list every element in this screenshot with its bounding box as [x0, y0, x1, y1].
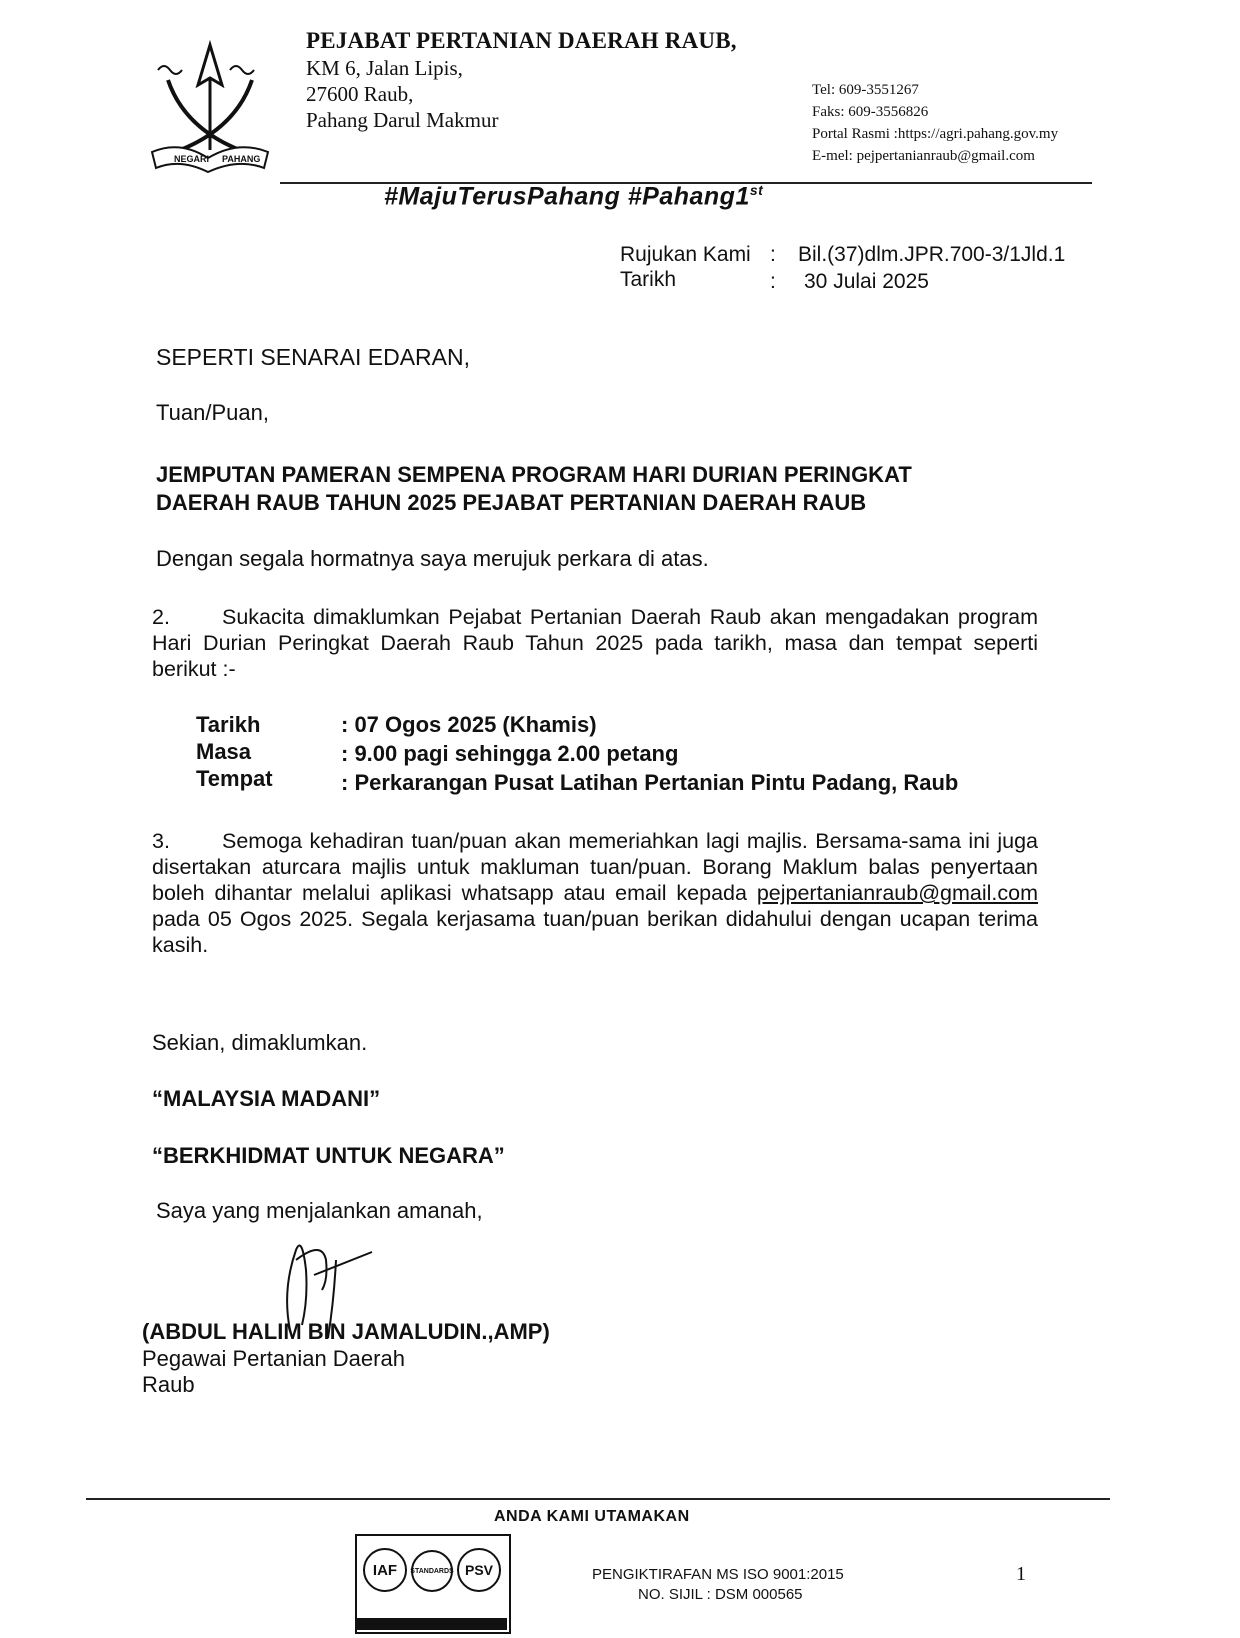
cert-line-1: PENGIKTIRAFAN MS ISO 9001:2015	[592, 1566, 844, 1583]
footer-motto: ANDA KAMI UTAMAKAN	[494, 1508, 690, 1525]
signatory-place: Raub	[142, 1372, 195, 1397]
pahang-crest-logo	[150, 40, 270, 175]
paragraph-3-text-a: Semoga kehadiran tuan/puan akan memeriahkan lagi majlis. Bersama-sama ini juga disertakan aturcara majlis untuk makluman tuan/puan. Borang Maklum balas penyertaan boleh dihantar melalui aplikasi whatsapp atau email kepada	[152, 829, 1038, 905]
detail-value-venue: : Perkarangan Pusat Latihan Pertanian Pintu Padang, Raub	[341, 770, 959, 795]
date-colon: :	[770, 270, 776, 293]
crest-banner-left: NEGARI	[174, 154, 210, 164]
date-label: Tarikh	[620, 268, 677, 291]
ref-colon: :	[770, 243, 776, 266]
contact-tel: Tel: 609-3551267	[812, 82, 919, 98]
subject-line-2: DAERAH RAUB TAHUN 2025 PEJABAT PERTANIAN DAERAH RAUB	[156, 490, 867, 515]
page-number: 1	[1016, 1563, 1026, 1585]
contact-email: E-mel: pejpertanianraub@gmail.com	[812, 148, 1035, 164]
iaf-logo: IAF	[363, 1548, 407, 1592]
address-line-3: Pahang Darul Makmur	[306, 108, 499, 132]
standards-malaysia-logo: STANDARDS	[411, 1550, 453, 1592]
cert-footer-strip	[357, 1618, 507, 1630]
slogan-malaysia-madani: “MALAYSIA MADANI”	[152, 1086, 381, 1111]
signatory-name: (ABDUL HALIM BIN JAMALUDIN.,AMP)	[142, 1319, 550, 1344]
sign-off: Saya yang menjalankan amanah,	[156, 1198, 483, 1223]
cert-line-2: NO. SIJIL : DSM 000565	[638, 1586, 803, 1603]
psv-logo: PSV	[457, 1548, 501, 1592]
org-name: PEJABAT PERTANIAN DAERAH RAUB,	[306, 28, 737, 53]
footer-divider	[86, 1498, 1110, 1500]
detail-label-date: Tarikh	[196, 712, 261, 737]
email-link[interactable]: pejpertanianraub@gmail.com	[756, 881, 1038, 905]
hashtag-slogan: #MajuTerusPahang #Pahang1st	[384, 182, 764, 211]
closing-line: Sekian, dimaklumkan.	[152, 1030, 368, 1055]
date-value: 30 Julai 2025	[804, 270, 929, 293]
detail-label-venue: Tempat	[196, 766, 273, 791]
opening-line: Dengan segala hormatnya saya merujuk perkara di atas.	[156, 546, 709, 571]
paragraph-2	[152, 604, 1038, 682]
subject-line-1: JEMPUTAN PAMERAN SEMPENA PROGRAM HARI DURIAN PERINGKAT	[156, 462, 912, 487]
contact-fax: Faks: 609-3556826	[812, 104, 929, 120]
address-line-2: 27600 Raub,	[306, 82, 414, 106]
recipient: SEPERTI SENARAI EDARAN,	[156, 344, 470, 370]
crest-banner-right: PAHANG	[222, 154, 261, 164]
ref-value: Bil.(37)dlm.JPR.700-3/1Jld.1	[798, 243, 1066, 266]
address-line-1: KM 6, Jalan Lipis,	[306, 56, 463, 80]
paragraph-2-text: Sukacita dimaklumkan Pejabat Pertanian Daerah Raub akan mengadakan program Hari Durian Peringkat Daerah Raub Tahun 2025 pada tarikh, masa dan tempat seperti berikut :-	[152, 605, 1038, 681]
paragraph-3-number: 3.	[152, 829, 170, 853]
detail-value-time: : 9.00 pagi sehingga 2.00 petang	[341, 741, 679, 766]
paragraph-3	[152, 828, 1038, 958]
ref-label: Rujukan Kami	[620, 243, 751, 266]
detail-label-time: Masa	[196, 739, 252, 764]
salutation: Tuan/Puan,	[156, 400, 269, 425]
signatory-title: Pegawai Pertanian Daerah	[142, 1346, 405, 1371]
detail-value-date: : 07 Ogos 2025 (Khamis)	[341, 712, 597, 737]
slogan-berkhidmat: “BERKHIDMAT UNTUK NEGARA”	[152, 1143, 505, 1168]
contact-portal: Portal Rasmi :https://agri.pahang.gov.my	[812, 126, 1059, 142]
paragraph-2-number: 2.	[152, 605, 170, 629]
paragraph-3-text-b: pada 05 Ogos 2025. Segala kerjasama tuan/puan berikan didahului dengan ucapan terima kasih.	[152, 907, 1038, 957]
